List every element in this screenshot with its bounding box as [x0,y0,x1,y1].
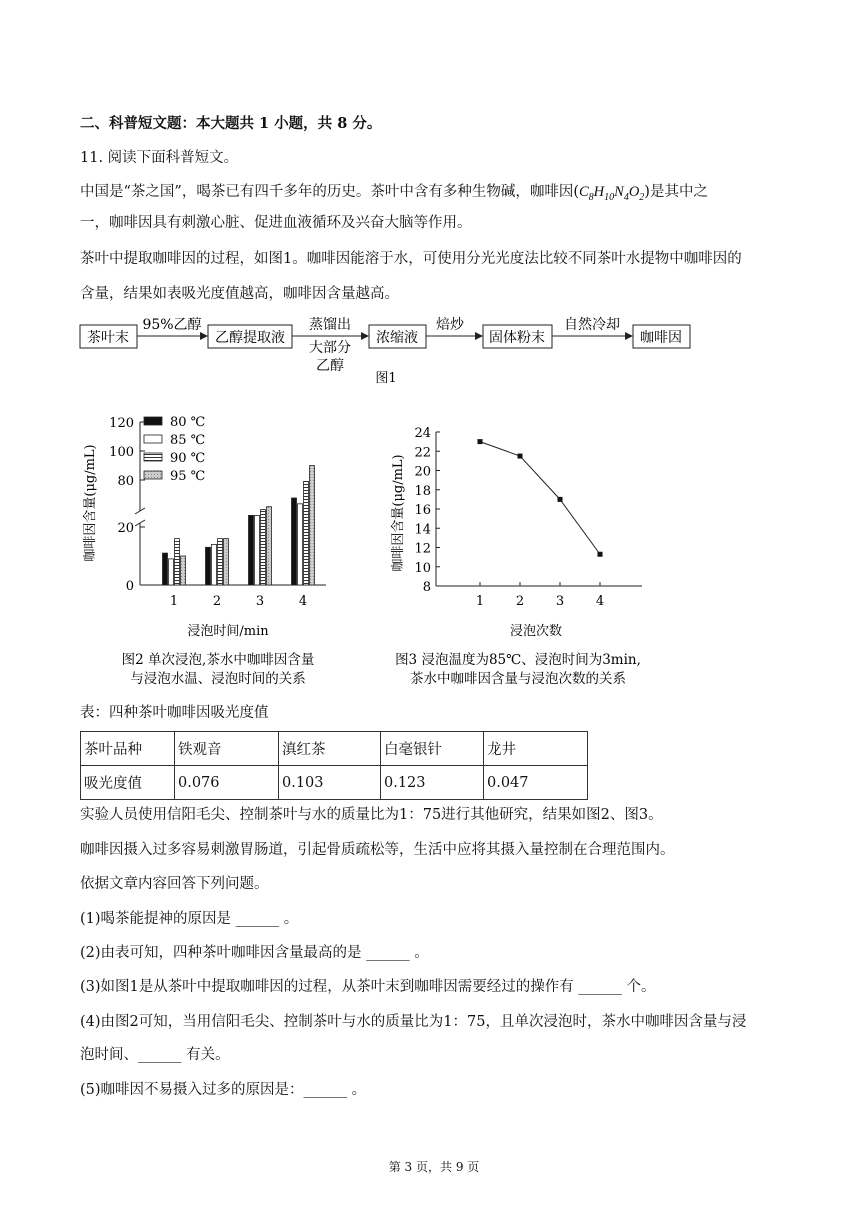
data-point [478,439,483,444]
flow-arrow-label: 焙炒 [436,317,464,333]
x-axis-label: 浸泡时间/min [187,624,269,639]
paragraph-5: 依据文章内容回答下列问题。 [80,876,269,892]
figure-2-caption: 与浸泡水温、浸泡时间的关系 [130,671,306,687]
flow-box-label: 浓缩液 [376,330,418,346]
figure-2-bar-chart [76,408,366,698]
bar [292,498,297,585]
data-point [518,454,523,459]
legend-label: 85 ℃ [170,433,206,448]
paragraph-1-line-2: 一，咖啡因具有刺激心脏、促进血液循环及兴奋大脑等作用。 [80,215,472,231]
bar [181,556,186,585]
y-tick-label: 24 [414,426,431,441]
x-tick-label: 4 [595,594,605,609]
question-5: (5)咖啡因不易摄入过多的原因是：______ 。 [80,1082,367,1098]
bar [255,515,260,585]
figure-2-caption: 图2 单次浸泡,茶水中咖啡因含量 [121,652,315,668]
answer-blank[interactable]: ______ [235,911,280,927]
table-cell: 0.047 [484,766,588,800]
y-tick-label: 100 [109,445,134,460]
table-row [81,766,588,800]
paragraph-3: 实验人员使用信阳毛尖、控制茶叶与水的质量比为1：75进行其他研究，结果如图2、图3。 [80,807,663,823]
flow-box-label: 乙醇提取液 [215,330,285,346]
paragraph-1-text-b: )是其中之 [644,184,708,200]
answer-blank[interactable]: ______ [578,979,622,995]
bar [218,539,223,585]
y-tick-label: 0 [125,579,134,594]
figure-1-flow-diagram [76,312,706,392]
y-tick-label: 20 [414,464,431,480]
figure-3-caption: 图3 浸泡温度为85℃、浸泡时间为3min, [395,652,641,668]
x-tick-label: 2 [515,594,525,609]
legend-swatch [144,453,162,461]
section-heading: 二、科普短文题：本大题共 1 小题，共 8 分。 [80,115,382,132]
y-tick-label: 10 [414,560,431,576]
bar [261,510,266,585]
bar [304,481,309,585]
question-4-line-2: 泡时间、______ 有关。 [80,1047,230,1063]
legend-label: 90 ℃ [170,451,206,466]
y-axis-label: 咖啡因含量(μg/mL) [83,444,98,562]
x-tick-label: 1 [169,594,179,609]
question-4-line-1: (4)由图2可知，当用信阳毛尖、控制茶叶与水的质量比为1：75，且单次浸泡时，茶水中咖啡因含量与浸 [80,1014,747,1030]
y-axis-label: 咖啡因含量(μg/mL) [391,454,406,572]
legend-swatch [144,471,162,479]
series-line [480,442,600,555]
table-cell: 白毫银针 [381,732,484,766]
question-intro: 11. 阅读下面科普短文。 [80,150,239,166]
page-footer: 第 3 页，共 9 页 [388,1160,480,1174]
flow-arrow-label: 蒸馏出 [309,317,351,333]
paragraph-2-line-1: 茶叶中提取咖啡因的过程，如图1。咖啡因能溶于水，可使用分光光度法比较不同茶叶水提物中咖啡因的 [80,251,742,267]
flow-arrow-label: 95%乙醇 [142,317,202,333]
table-header-row [81,732,588,766]
y-tick-label: 14 [414,522,431,538]
y-tick-label: 22 [414,445,431,461]
bar [298,504,303,585]
data-point [558,497,563,502]
y-tick-label: 12 [414,541,431,557]
caffeine-formula: $C_8H_{10}N_4O_2$ [578,184,645,203]
table-caption: 表：四种茶叶咖啡因吸光度值 [80,705,269,721]
paragraph-2-line-2: 含量，结果如表吸光度值越高，咖啡因含量越高。 [80,286,399,302]
x-tick-label: 1 [475,594,485,609]
bar [224,539,229,585]
bar [163,553,168,585]
answer-blank[interactable]: ______ [303,1082,348,1098]
paragraph-1-text-a: 中国是“茶之国”，喝茶已有四千多年的历史。茶叶中含有多种生物碱，咖啡因( [80,184,579,200]
x-tick-label: 4 [298,594,308,609]
paragraph-4: 咖啡因摄入过多容易刺激胃肠道，引起骨质疏松等，生活中应将其摄入量控制在合理范围内。 [80,842,675,858]
table-cell: 龙井 [484,732,588,766]
table-cell: 茶叶品种 [81,732,175,766]
answer-blank[interactable]: ______ [366,945,410,961]
figure-3-line-chart [384,418,674,698]
flow-under-label: 乙醇 [316,358,344,374]
absorbance-table [80,731,588,800]
table-cell: 吸光度值 [81,766,175,800]
x-tick-label: 3 [555,594,565,609]
table-cell: 0.103 [279,766,381,800]
bar [249,515,254,585]
table-cell: 铁观音 [175,732,279,766]
x-tick-label: 3 [255,594,265,609]
legend-label: 80 ℃ [170,415,206,430]
question-2: (2)由表可知，四种茶叶咖啡因含量最高的是 ______ 。 [80,945,429,961]
paragraph-1-line-1 [80,182,708,208]
figure-3-caption: 茶水中咖啡因含量与浸泡次数的关系 [410,671,626,687]
question-3: (3)如图1是从茶叶中提取咖啡因的过程，从茶叶末到咖啡因需要经过的操作有 ______ 个。 [80,979,656,995]
y-tick-label: 120 [109,416,134,431]
y-tick-label: 16 [414,503,431,518]
bar [212,544,217,585]
table-cell: 滇红茶 [279,732,381,766]
bar [175,539,180,585]
y-tick-label: 80 [117,474,134,489]
flow-arrow-label: 自然冷却 [564,317,620,333]
x-tick-label: 2 [212,594,222,609]
legend-swatch [144,417,162,425]
y-tick-label: 8 [422,580,431,595]
table-cell: 0.076 [175,766,279,800]
flow-box-label: 茶叶末 [87,330,129,346]
table-cell: 0.123 [381,766,484,800]
figure-1-caption: 图1 [375,371,397,386]
y-tick-label: 20 [117,521,134,536]
flow-under-label: 大部分 [309,340,351,356]
legend-swatch [144,435,162,443]
y-tick-label: 18 [414,483,431,499]
data-point [598,552,603,557]
bar [206,547,211,585]
bar [310,466,315,586]
bar [267,507,272,585]
bar [169,559,174,585]
question-1: (1)喝茶能提神的原因是 ______ 。 [80,911,299,927]
legend-label: 95 ℃ [170,469,206,484]
answer-blank[interactable]: ______ [138,1047,182,1063]
x-axis-label: 浸泡次数 [509,624,563,639]
flow-box-label: 固体粉末 [489,330,545,346]
flow-box-label: 咖啡因 [640,330,682,346]
